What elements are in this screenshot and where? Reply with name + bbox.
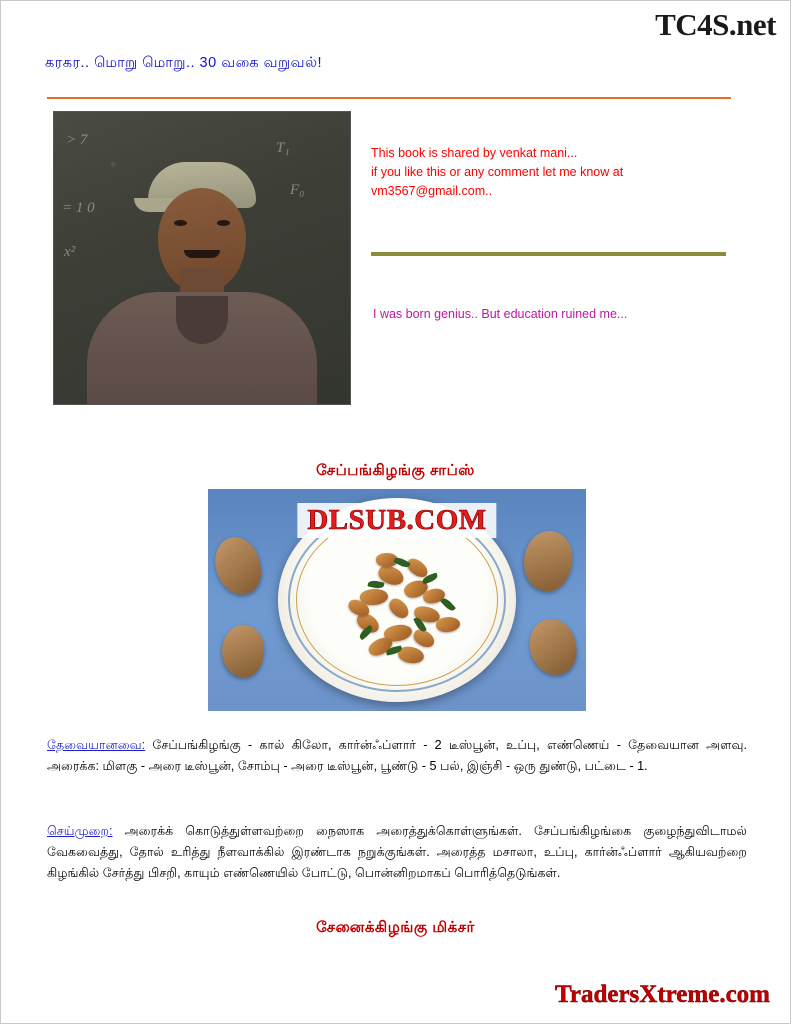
recipe-1-ingredients (47, 735, 747, 777)
shared-note-email: vm3567@gmail.com.. (371, 184, 493, 198)
chalk-mark: = 1 0 (62, 200, 95, 216)
taro-root (517, 526, 578, 596)
ingredients-text: சேப்பங்கிழங்கு - கால் கிலோ, கார்ன்ஃப்ளார் - 2 டீஸ்பூன், உப்பு, எண்ணெய் - தேவையான அளவு. அரைக்க: மிளகு - அரை டீஸ்பூன், சோம்பு - அரை டீஸ்பூன், பூண்டு - 5 பல், இஞ்சி - ஒரு துண்டு, பட்டை - 1. (47, 738, 747, 773)
method-text: அரைக்க் கொடுத்துள்ளவற்றை நைஸாக அரைத்துக்கொள்ளுங்கள். சேப்பங்கிழங்கை குழைந்துவிடாமல் வேகவைத்து, தோல் உரித்து நீளவாக்கில் இரண்டாக நறுக்குங்கள். அரைத்த மசாலா, உப்பு, கார்ன்ஃப்ளார் ஆகியவற்றை கிழங்கில் சேர்த்து பிசறி, காயும் எண்ணெயில் போட்டு, பொன்னிறமாகப் பொரித்தெடுங்கள். (47, 824, 747, 880)
watermark-bottom-right: TradersXtreme.com (555, 981, 770, 1008)
recipe-1-photo (208, 489, 586, 711)
chalk-mark: > 7 (66, 132, 88, 148)
person-silhouette (87, 174, 317, 404)
taro-root (219, 622, 268, 679)
page-title: கரகர.. மொறு மொறு.. 30 வகை வறுவல்! (45, 55, 323, 71)
moustache-shape (184, 250, 220, 258)
eye-right (217, 220, 230, 226)
chalk-mark: x² (64, 244, 76, 260)
taro-root (210, 533, 265, 599)
shared-note-line1: This book is shared by venkat mani... (371, 146, 578, 160)
divider-orange (47, 97, 731, 99)
recipe-1-title: சேப்பங்கிழங்கு சாப்ஸ் (316, 462, 475, 479)
author-photo (53, 111, 351, 405)
watermark-image-overlay: DLSUB.COM (297, 503, 496, 538)
shirt-shape (87, 292, 317, 404)
eye-left (174, 220, 187, 226)
method-label: செய்முறை: (47, 824, 113, 838)
recipe-2-title: சேனைக்கிழங்கு மிக்சர் (316, 919, 475, 936)
chalk-mark: F₀ (290, 182, 305, 198)
shared-note (371, 144, 623, 201)
divider-olive (371, 252, 726, 256)
taro-root (526, 616, 579, 678)
shared-note-line2: if you like this or any comment let me know at (371, 165, 624, 179)
recipe-1-method (47, 821, 747, 884)
watermark-top-right: TC4S.net (655, 7, 776, 42)
chalk-mark: T₁ (276, 140, 290, 156)
quote-text: I was born genius.. But education ruined me... (373, 307, 628, 321)
ingredients-label: தேவையானவை: (47, 738, 146, 752)
